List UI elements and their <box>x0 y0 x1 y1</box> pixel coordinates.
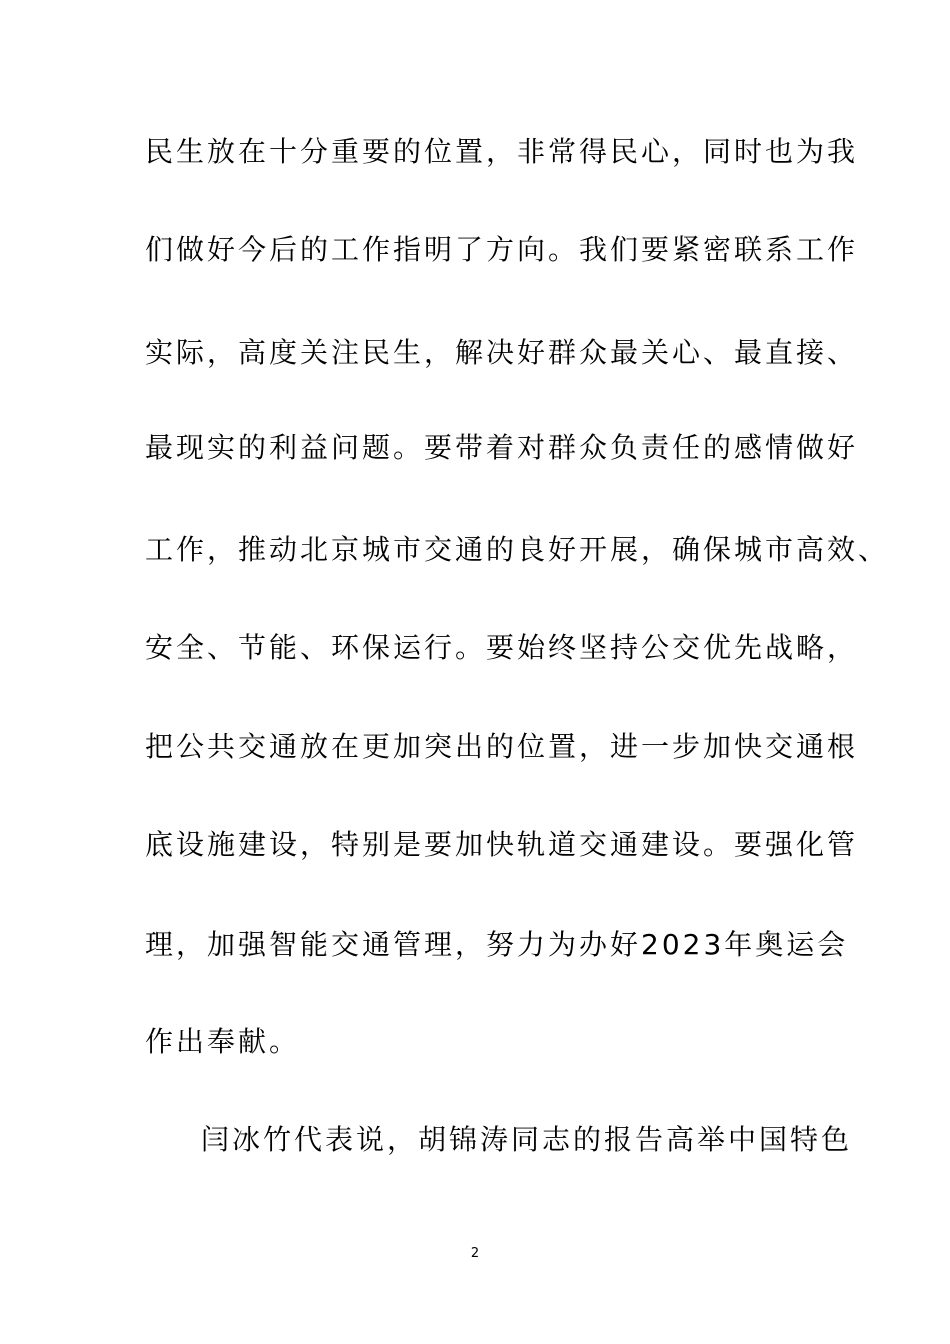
text-line-11: 闫冰竹代表说，胡锦涛同志的报告高举中国特色 <box>201 1123 853 1156</box>
text-line-8: 底设施建设，特别是要加快轨道交通建设。要强化管 <box>145 828 859 861</box>
text-line-1: 民生放在十分重要的位置，非常得民心，同时也为我 <box>145 135 859 168</box>
text-line-4: 最现实的利益问题。要带着对群众负责任的感情做好 <box>145 431 859 464</box>
text-line-7: 把公共交通放在更加突出的位置，进一步加快交通根 <box>145 730 859 763</box>
text-line-6: 安全、节能、环保运行。要始终坚持公交优先战略， <box>145 631 859 664</box>
text-line-10: 作出奉献。 <box>145 1025 301 1058</box>
text-line-2: 们做好今后的工作指明了方向。我们要紧密联系工作 <box>145 233 859 266</box>
page-number: 2 <box>470 1246 480 1261</box>
text-line-3: 实际，高度关注民生，解决好群众最关心、最直接、 <box>145 336 859 369</box>
text-line-5: 工作，推动北京城市交通的良好开展，确保城市高效、 <box>145 533 890 566</box>
text-line-9: 理，加强智能交通管理，努力为办好2023年奥运会 <box>145 928 849 961</box>
